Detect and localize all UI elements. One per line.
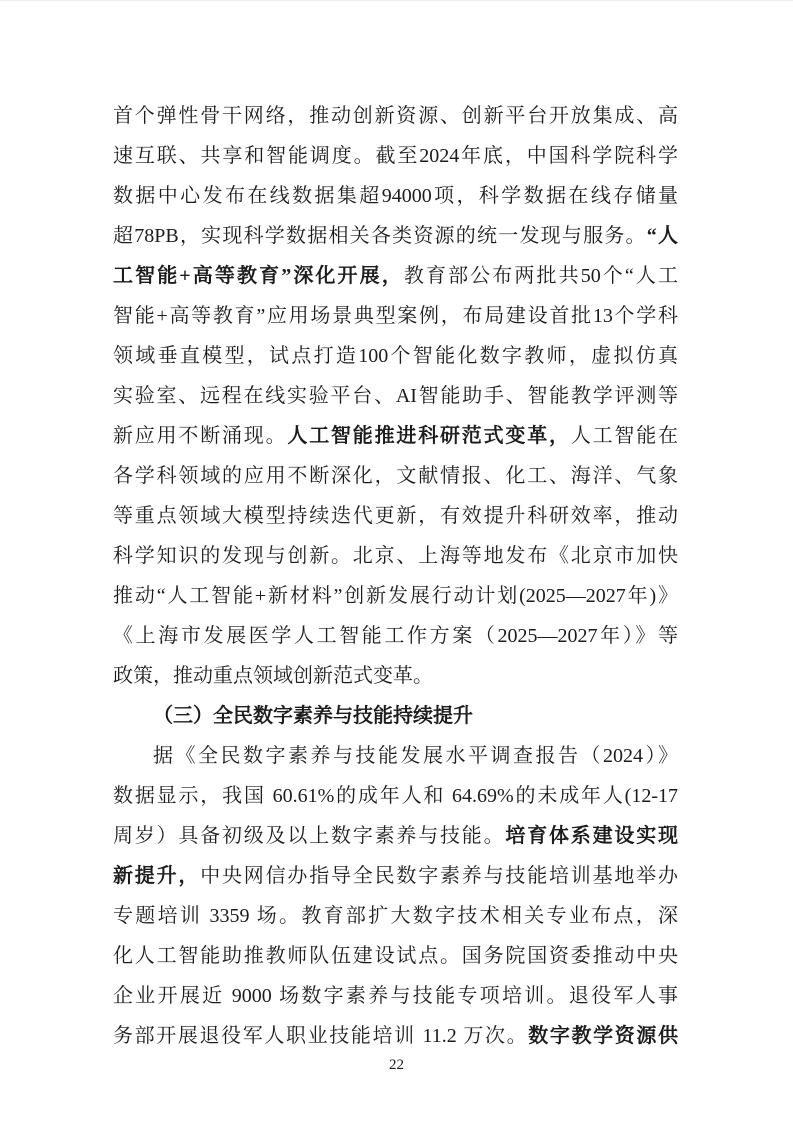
text-segment: 领域垂直模型，试点打造100个智能化数字教师，虚拟仿真 (113, 345, 678, 367)
text-line (113, 496, 678, 536)
text-line (113, 336, 678, 376)
text-line (113, 456, 678, 496)
text-line (113, 736, 678, 776)
text-line (113, 136, 678, 176)
text-segment: 《上海市发展医学人工智能工作方案（2025—2027年）》等 (113, 625, 678, 647)
text-line (113, 816, 678, 856)
text-line (113, 536, 678, 576)
section-heading (113, 696, 678, 736)
text-line (113, 896, 678, 936)
text-segment: 政策，推动重点领域创新范式变革。 (113, 665, 433, 687)
text-segment: 企业开展近 9000 场数字素养与技能专项培训。退役军人事 (113, 985, 678, 1007)
text-segment: 中央网信办指导全民数字素养与技能培训基地举办 (200, 865, 678, 887)
text-segment: 首个弹性骨干网络，推动创新资源、创新平台开放集成、高 (113, 105, 678, 127)
text-segment: 人工智能在 (570, 425, 678, 447)
text-line (113, 176, 678, 216)
text-line (113, 576, 678, 616)
text-segment: 科学知识的发现与创新。北京、上海等地发布《北京市加快 (113, 545, 678, 567)
bold-text-segment: 新提升， (113, 865, 201, 887)
text-line (113, 1016, 678, 1056)
text-segment: 数据显示，我国 60.61%的成年人和 64.69%的未成年人(12-17 (113, 785, 678, 807)
text-line (113, 936, 678, 976)
bold-text-segment: 培育体系建设实现 (505, 825, 678, 847)
text-segment: 周岁）具备初级及以上数字素养与技能。 (113, 825, 506, 847)
bold-text-segment: “人 (646, 225, 678, 247)
text-line (113, 216, 678, 256)
text-segment: 专题培训 3359 场。教育部扩大数字技术相关专业布点，深 (113, 905, 678, 927)
bold-text-segment: 人工智能推进科研范式变革， (287, 425, 571, 447)
text-line (113, 96, 678, 136)
text-segment: 化人工智能助推教师队伍建设试点。国务院国资委推动中央 (113, 945, 678, 967)
text-segment: 推动“人工智能+新材料”创新发展行动计划(2025—2027年)》 (113, 585, 678, 607)
text-line (113, 256, 678, 296)
document-body (113, 96, 678, 1056)
bold-text-segment: 工智能+高等教育”深化开展， (113, 265, 404, 287)
text-line (113, 616, 678, 656)
text-segment: 据《全民数字素养与技能发展水平调查报告（2024）》 (153, 745, 678, 767)
text-line (113, 416, 678, 456)
text-line (113, 776, 678, 816)
page-footer (0, 1053, 793, 1077)
text-segment: 智能+高等教育”应用场景典型案例，布局建设首批13个学科 (113, 305, 678, 327)
page-number: 22 (389, 1057, 404, 1073)
text-segment: 速互联、共享和智能调度。截至2024年底，中国科学院科学 (113, 145, 678, 167)
text-segment: 教育部公布两批共50个“人工 (403, 265, 678, 287)
text-segment: 数据中心发布在线数据集超94000项，科学数据在线存储量 (113, 185, 678, 207)
text-segment: 各学科领域的应用不断深化，文献情报、化工、海洋、气象 (113, 465, 678, 487)
text-line (113, 976, 678, 1016)
text-line (113, 856, 678, 896)
text-line (113, 376, 678, 416)
text-segment: 务部开展退役军人职业技能培训 11.2 万次。 (113, 1025, 529, 1047)
text-segment: 实验室、远程在线实验平台、AI智能助手、智能教学评测等 (113, 385, 678, 407)
text-line (113, 656, 678, 696)
bold-text-segment: （三）全民数字素养与技能持续提升 (153, 705, 473, 727)
text-line (113, 296, 678, 336)
text-segment: 新应用不断涌现。 (113, 425, 288, 447)
text-segment: 等重点领域大模型持续迭代更新，有效提升科研效率，推动 (113, 505, 678, 527)
bold-text-segment: 数字教学资源供 (528, 1025, 678, 1047)
text-segment: 超78PB，实现科学数据相关各类资源的统一发现与服务。 (113, 225, 647, 247)
